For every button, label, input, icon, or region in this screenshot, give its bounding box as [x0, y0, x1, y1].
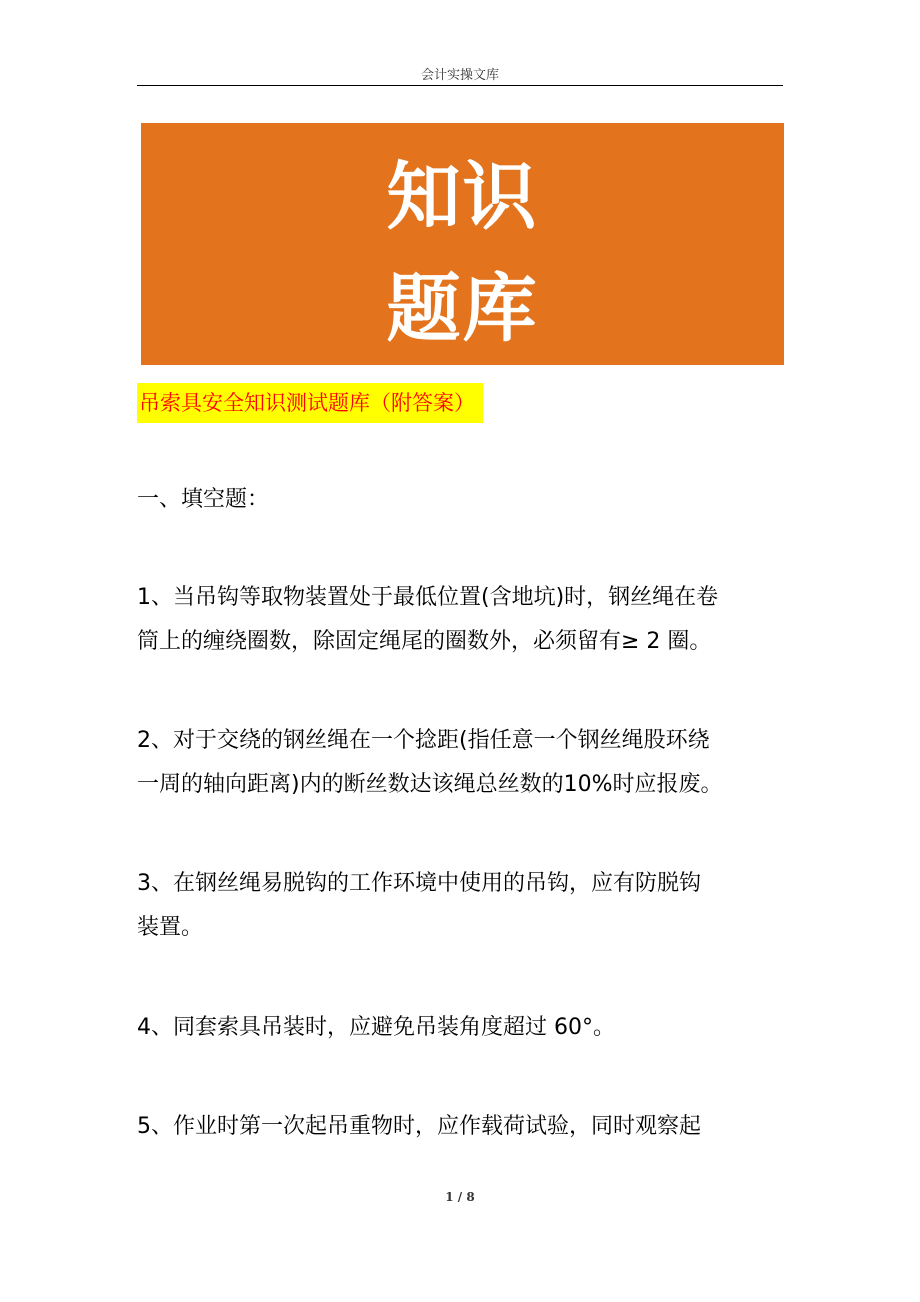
question-1-line-1: 1、当吊钩等取物装置处于最低位置(含地坑)时，钢丝绳在卷	[137, 585, 719, 610]
banner-title-line-1: 知识	[386, 154, 539, 240]
banner-title-line-2: 题库	[386, 266, 539, 352]
question-2	[137, 719, 785, 807]
question-2-line-1: 2、对于交绕的钢丝绳在一个捻距(指任意一个钢丝绳股环绕	[137, 728, 710, 753]
question-3-line-2: 装置。	[137, 915, 204, 940]
page-number: 1 / 8	[445, 1190, 475, 1204]
question-5-line-1: 5、作业时第一次起吊重物时，应作载荷试验，同时观察起	[137, 1114, 701, 1139]
section-heading-text: 一、填空题：	[137, 487, 270, 512]
section-heading	[137, 478, 785, 522]
question-3	[137, 862, 785, 950]
cover-banner	[141, 123, 784, 365]
question-2-line-2: 一周的轴向距离)内的断丝数达该绳总丝数的10%时应报废。	[137, 772, 723, 797]
document-title: 吊索具安全知识测试题库（附答案）	[137, 383, 483, 423]
question-4-line-1: 4、同套索具吊装时，应避免吊装角度超过 60°。	[137, 1015, 615, 1040]
question-3-line-1: 3、在钢丝绳易脱钩的工作环境中使用的吊钩，应有防脱钩	[137, 871, 701, 896]
question-5	[137, 1105, 785, 1149]
question-1-line-2: 筒上的缠绕圈数，除固定绳尾的圈数外，必须留有≥ 2 圈。	[137, 629, 712, 654]
question-4	[137, 1006, 785, 1050]
question-1	[137, 576, 785, 664]
page-header: 会计实操文库	[420, 68, 499, 83]
header-divider	[137, 85, 783, 86]
